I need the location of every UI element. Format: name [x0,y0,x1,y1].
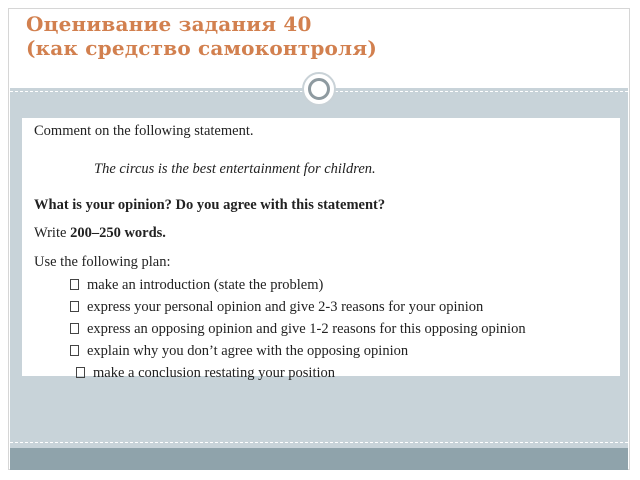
plan-item-text: make a conclusion restating your position [93,365,336,381]
task-question: What is your opinion? Do you agree with this statement? [34,197,386,213]
word-count-range: 200–250 words. [70,225,166,241]
bottom-dashed-divider [10,442,628,443]
task-card [22,118,620,381]
plan-item [70,362,526,384]
plan-intro: Use the following plan: [34,254,171,270]
slide-title-line-2: (как средство самоконтроля) [26,36,377,60]
ring-ornament-icon [302,72,336,106]
plan-item [70,318,526,340]
task-instruction: Comment on the following statement. [34,123,254,139]
slide-title [26,12,377,60]
plan-item-text: express an opposing opinion and give 1-2 reasons for this opposing opinion [87,321,526,337]
checkbox-icon [70,323,79,334]
plan-list [70,274,526,384]
checkbox-icon [70,301,79,312]
plan-item [70,340,526,362]
plan-item [70,296,526,318]
checkbox-icon [70,345,79,356]
checkbox-icon [76,367,85,378]
word-count-prefix: Write [34,225,71,241]
checkbox-icon [70,279,79,290]
slide-title-line-1: Оценивание задания 40 [26,12,312,36]
plan-item-text: explain why you don’t agree with the opposing opinion [87,343,409,359]
footer-bar [10,448,628,470]
word-count-line [34,225,166,242]
plan-item-text: express your personal opinion and give 2-3 reasons for your opinion [87,299,484,315]
task-statement: The circus is the best entertainment for children. [94,161,376,177]
plan-item-text: make an introduction (state the problem) [87,277,324,293]
plan-item [70,274,526,296]
